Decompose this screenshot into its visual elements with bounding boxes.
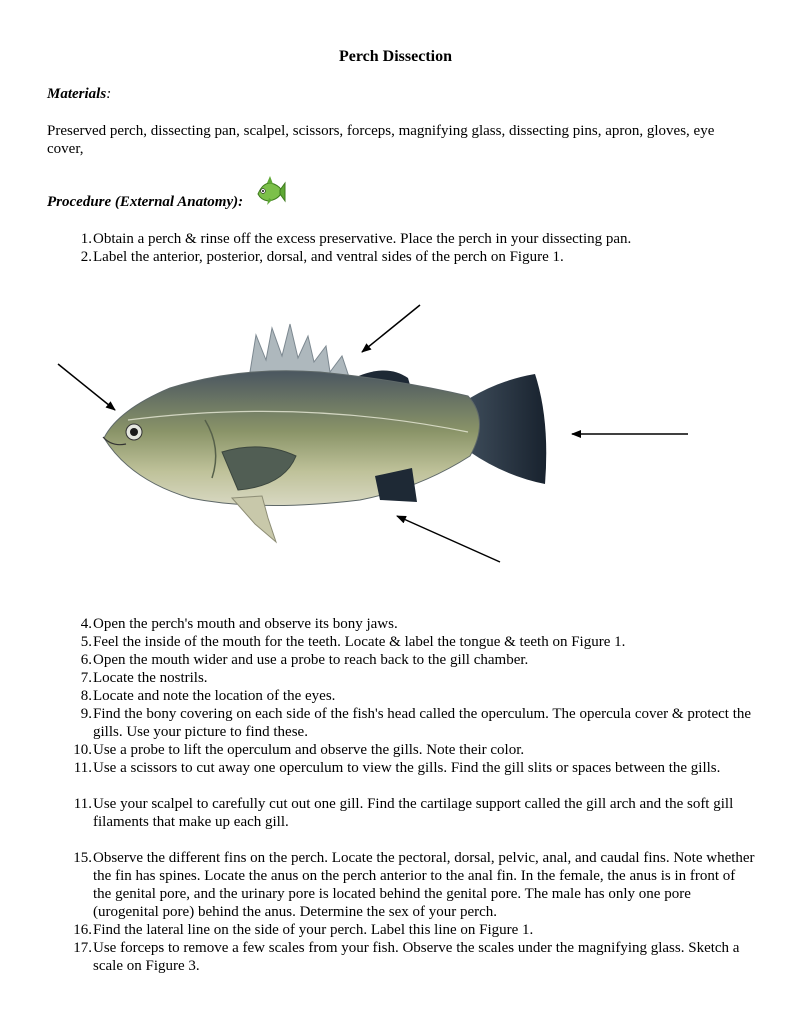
list-item: 15. Observe the different fins on the perch. Locate the pectoral, dorsal, pelvic, anal, and caudal fins. Note whether the fin has spines. Locate the anus on the perch anterior to the anal fin. In the female, the anus is in front of the genital pore, and the urinary pore is located behind the genital pore. The male has only one pore (urogenital pore) behind the anus. Determine the sex of your perch. [73, 850, 755, 920]
arrow-dorsal [362, 305, 420, 352]
procedure-heading: Procedure (External Anatomy): [47, 194, 244, 210]
materials-heading: Materials: [47, 86, 112, 102]
perch-figure [0, 290, 791, 590]
steps-list-d [66, 849, 756, 975]
list-item: 11. Use your scalpel to carefully cut out one gill. Find the cartilage support called the gill arch and the soft gill filaments that make up each gill. [73, 796, 734, 830]
list-item: 5. Feel the inside of the mouth for the teeth. Locate & label the tongue & teeth on Figure 1. [80, 634, 626, 650]
list-item: 1. Obtain a perch & rinse off the excess preservative. Place the perch in your dissecting pan. [80, 231, 632, 247]
list-item: 9. Find the bony covering on each side of the fish's head called the operculum. The opercula cover & protect the gills. Use your picture to find these. [80, 706, 752, 740]
steps-list-c [66, 795, 756, 831]
list-item: 7. Locate the nostrils. [80, 670, 208, 686]
list-item: 16. Find the lateral line on the side of your perch. Label this line on Figure 1. [73, 922, 534, 938]
list-item: 8. Locate and note the location of the eyes. [80, 688, 336, 704]
fish-illustration [103, 324, 546, 542]
list-item: 10. Use a probe to lift the operculum and observe the gills. Note their color. [73, 742, 525, 758]
materials-text: Preserved perch, dissecting pan, scalpel, scissors, forceps, magnifying glass, dissecting pins, apron, gloves, eye cover, [47, 123, 715, 157]
fish-icon [254, 174, 286, 208]
list-item: 17. Use forceps to remove a few scales from your fish. Observe the scales under the magnifying glass. Sketch a scale on Figure 3. [73, 940, 740, 974]
list-item: 4. Open the perch's mouth and observe its bony jaws. [80, 616, 398, 632]
steps-list-b [66, 615, 756, 777]
arrow-anterior [58, 364, 115, 410]
list-item: 6. Open the mouth wider and use a probe to reach back to the gill chamber. [80, 652, 529, 668]
list-item: 11. Use a scissors to cut away one operculum to view the gills. Find the gill slits or spaces between the gills. [73, 760, 721, 776]
list-item: 2. Label the anterior, posterior, dorsal, and ventral sides of the perch on Figure 1. [80, 249, 564, 265]
arrow-ventral [397, 516, 500, 562]
page-title: Perch Dissection [338, 48, 452, 65]
steps-list-a [66, 230, 756, 266]
